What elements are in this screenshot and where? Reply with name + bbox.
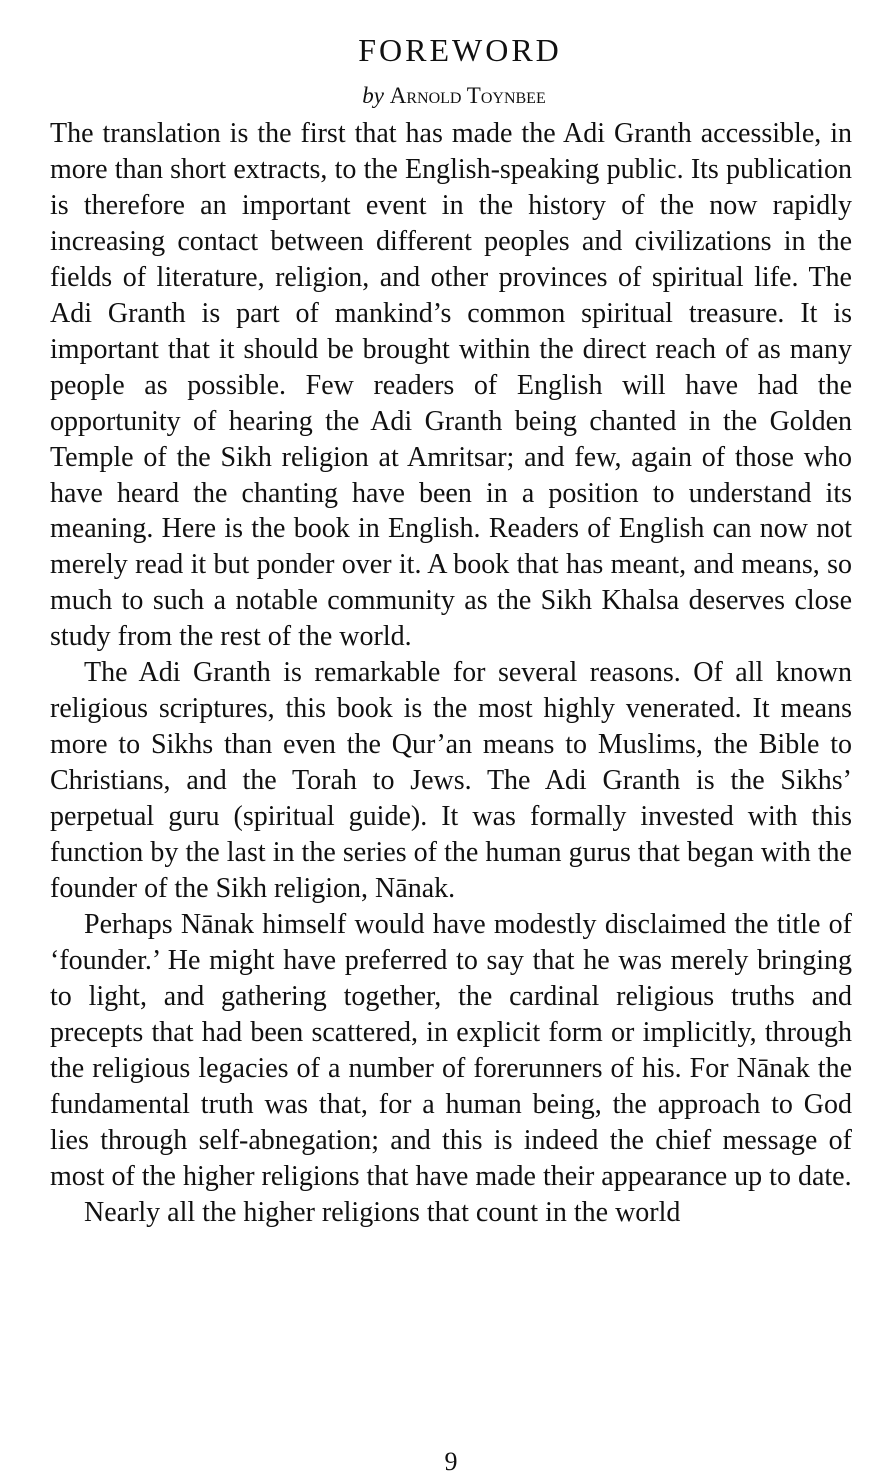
paragraph: Nearly all the higher religions that count in the world <box>84 1196 681 1228</box>
paragraph: The translation is the first that has made the Adi Granth accessible, in more than short extracts, to the English-speaking public. Its publication is therefore an important event in the history of the now rapidly increasing contact between different peoples and civilizations in the fields of literature, religion, and other provinces of spiritual life. The Adi Granth is part of mankind’s common spiritual treasure. It is important that it should be brought within the direct reach of as many people as possible. Few readers of English will have had the opportunity of hearing the Adi Granth being chanted in the Golden Temple of the Sikh religion at Amritsar; and few, again of those who have heard the chanting have been in a position to understand its meaning. Here is the book in English. Readers of English can now not merely read it but ponder over it. A book that has meant, and means, so much to such a notable community as the Sikh Khalsa deserves close study from the rest of the world. <box>50 118 852 653</box>
foreword-body <box>50 116 852 1231</box>
book-page <box>50 30 852 1476</box>
page-title: FOREWORD <box>358 32 562 68</box>
byline <box>50 82 852 110</box>
paragraph: Perhaps Nānak himself would have modestly disclaimed the title of ‘founder.’ He might have preferred to say that he was merely bringing to light, and gathering together, the cardinal religious truths and precepts that had been scattered, in explicit form or implicitly, through the religious legacies of a number of forerunners of his. For Nānak the fundamental truth was that, for a human being, the approach to God lies through self-abnegation; and this is indeed the chief message of most of the higher religions that have made their appearance up to date. <box>50 908 852 1192</box>
page-number: 9 <box>444 1447 458 1476</box>
byline-prefix: by <box>362 83 384 108</box>
paragraph: The Adi Granth is remarkable for several reasons. Of all known religious scriptures, this book is the most highly venerated. It means more to Sikhs than even the Qur’an means to Muslims, the Bible to Christians, and the Torah to Jews. The Adi Granth is the Sikhs’ perpetual guru (spiritual guide). It was formally invested with this function by the last in the series of the human gurus that began with the founder of the Sikh religion, Nānak. <box>50 657 852 905</box>
byline-author: Arnold Toynbee <box>389 83 546 108</box>
